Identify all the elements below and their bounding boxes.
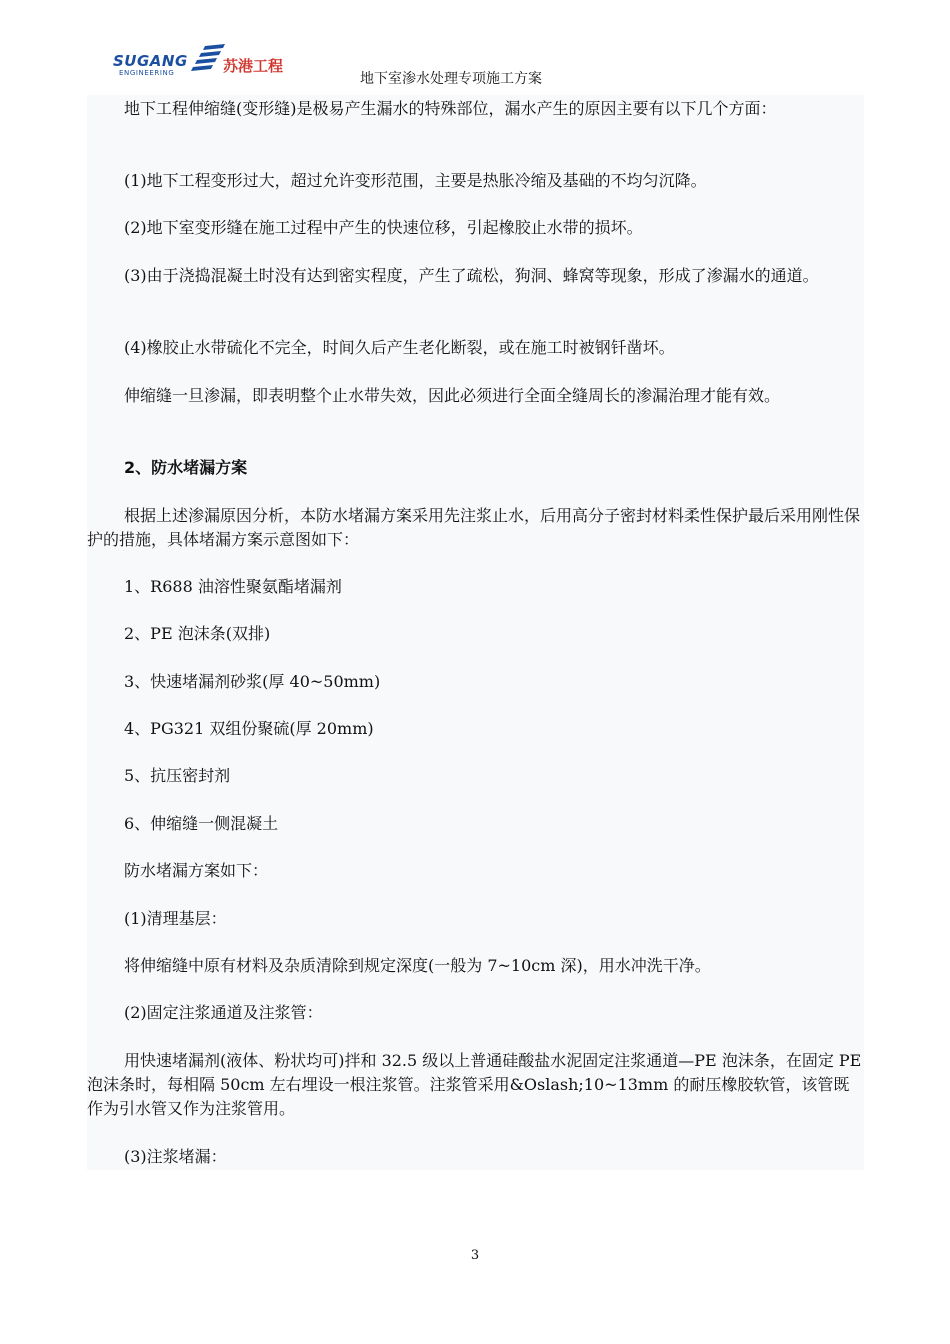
- page-number: 3: [470, 1248, 480, 1263]
- list-item-2: 2、PE 泡沫条(双排): [124, 624, 271, 643]
- paragraph-cause-2: (2)地下室变形缝在施工过程中产生的快速位移，引起橡胶止水带的损坏。: [124, 218, 643, 237]
- paragraph-cause-3: (3)由于浇捣混凝土时没有达到密实程度，产生了疏松，狗洞、蜂窝等现象，形成了渗漏水的通道。: [124, 266, 819, 285]
- logo-text-english: SUGANG: [113, 52, 188, 70]
- list-item-4: 4、PG321 双组份聚硫(厚 20mm): [124, 719, 374, 738]
- document-body: [87, 95, 864, 1170]
- document-header-title: 地下室渗水处理专项施工方案: [360, 71, 542, 87]
- list-item-5: 5、抗压密封剂: [124, 766, 231, 785]
- list-item-1: 1、R688 油溶性聚氨酯堵漏剂: [124, 577, 342, 596]
- step-2-heading: (2)固定注浆通道及注浆管：: [124, 1003, 323, 1022]
- step-2-text: 用快速堵漏剂(液体、粉状均可)拌和 32.5 级以上普通硅酸盐水泥固定注浆通道—PE 泡沫条，在固定 PE 泡沫条时，每相隔 50cm 左右埋设一根注浆管。注浆管采用&Oslash;10~13mm 的耐压橡胶软管，该管既作为引水管又作为注浆管用。: [87, 1051, 862, 1118]
- logo-mark-icon: [191, 44, 225, 74]
- logo-text-subtitle: ENGINEERING: [119, 69, 175, 77]
- step-3-heading: (3)注浆堵漏：: [124, 1147, 227, 1166]
- paragraph-cause-intro: 地下工程伸缩缝(变形缝)是极易产生漏水的特殊部位，漏水产生的原因主要有以下几个方面：: [124, 99, 777, 118]
- paragraph-plan-steps-intro: 防水堵漏方案如下：: [124, 861, 269, 880]
- paragraph-plan-intro: 根据上述渗漏原因分析，本防水堵漏方案采用先注浆止水，后用高分子密封材料柔性保护最后采用刚性保护的措施，具体堵漏方案示意图如下：: [87, 506, 861, 549]
- list-item-6: 6、伸缩缝一侧混凝土: [124, 814, 279, 833]
- page-header: [0, 0, 950, 95]
- company-logo: [113, 44, 288, 80]
- step-1-text: 将伸缩缝中原有材料及杂质清除到规定深度(一般为 7~10cm 深)，用水冲洗干净。: [124, 956, 711, 975]
- section-heading: 2、防水堵漏方案: [124, 458, 248, 477]
- step-1-heading: (1)清理基层：: [124, 909, 227, 928]
- list-item-3: 3、快速堵漏剂砂浆(厚 40~50mm): [124, 672, 381, 691]
- paragraph-leak-conclusion: 伸缩缝一旦渗漏，即表明整个止水带失效，因此必须进行全面全缝周长的渗漏治理才能有效。: [124, 386, 781, 405]
- paragraph-cause-4: (4)橡胶止水带硫化不完全，时间久后产生老化断裂，或在施工时被钢钎凿坏。: [124, 338, 675, 357]
- logo-text-chinese: 苏港工程: [223, 57, 284, 75]
- paragraph-cause-1: (1)地下工程变形过大，超过允许变形范围，主要是热胀冷缩及基础的不均匀沉降。: [124, 171, 707, 190]
